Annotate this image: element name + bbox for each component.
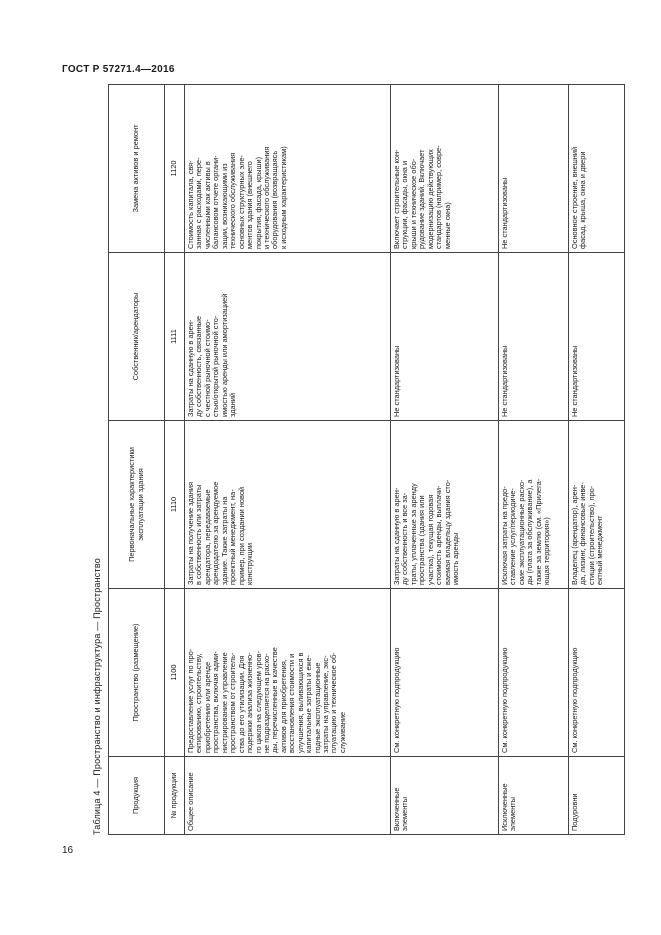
table-cell: Включает строительные кон- струкции, фасады, окна и крыши и техническое обо- рудование зданий. Включает модернизацию действующих стандартов (например, совре- менные окна) bbox=[391, 85, 499, 253]
row-label: Подуровни bbox=[569, 757, 625, 835]
table-cell: Не стандартизованы bbox=[569, 253, 625, 421]
rotated-table-block bbox=[86, 85, 605, 835]
table-cell: Не стандартизованы bbox=[499, 85, 569, 253]
col-header-replacement: Замена активов и ремонт bbox=[109, 85, 165, 253]
table-row bbox=[185, 85, 391, 835]
table-cell: Предоставление услуг по про- ектированию, строительству, приобретению или аренде пространства, включая адми- нистрирование и управление пространством от строитель- ства до его утилизации. Для подержки анализа жизненно- го цикла на следующем уров- не подразделяется на расхо- ды, перечисленные в качестве активов для приобретения, восстановления стоимости и улучшения, выливающихся в капитальные затраты и еже- годные эксплуатационные затраты на управление, экс- плуатацию и техническое об- служивание bbox=[185, 589, 391, 757]
table-row bbox=[569, 85, 625, 835]
table-cell: Затраты на получение здания в собственность или затраты арендатора, передаваемые арендодателю за арендуемое здание. Также затраты на проектный менеджмент, на- пример, при создании новой конструкции bbox=[185, 421, 391, 589]
table-cell: Не стандартизованы bbox=[499, 253, 569, 421]
table-row bbox=[499, 85, 569, 835]
table-cell: Владелец (арендатор), арен- да, лизинг, финансовые инве- стиции (строительство), про- ектный менеджмент bbox=[569, 421, 625, 589]
table-cell: Затраты на сданную в арен- ду собственность и все за- траты, уплаченные за аренду пространства (здания или участка), текущая годовая стоимость аренды, выплачи- ваемая владельцу здания сто- имость аренды bbox=[391, 421, 499, 589]
table-cell: См. конкретную подпродукцию bbox=[569, 589, 625, 757]
col-header-owner: Собственник/арендаторы bbox=[109, 253, 165, 421]
table-row bbox=[391, 85, 499, 835]
page-number: 16 bbox=[62, 845, 74, 856]
standard-header: ГОСТ Р 57271.4—2016 bbox=[62, 64, 175, 75]
col-code-space: 1100 bbox=[165, 589, 185, 757]
table-cell: Основное строение, внешний фасад, крыша, окна и двери bbox=[569, 85, 625, 253]
col-code-owner: 1111 bbox=[165, 253, 185, 421]
col-code-products: № продукции bbox=[165, 757, 185, 835]
col-header-products: Продукция bbox=[109, 757, 165, 835]
table-code-row bbox=[165, 85, 185, 835]
table-header-row bbox=[109, 85, 165, 835]
table-cell: Не стандартизованы bbox=[391, 253, 499, 421]
table-cell: Затраты на сданную в арен- ду собственность, связанные с честной рыночной стоимо- стью/открытой рыночной сто- имостью аренды или амортизацией зданий bbox=[185, 253, 391, 421]
table-cell: Исключая затраты на предо- ставление услуг/периодиче- ские эксплуатационные расхо- ды (плата за обслуживание), а также за землю (см. «Прилега- ющая территория») bbox=[499, 421, 569, 589]
table-cell: См. конкретную подпродукцию bbox=[391, 589, 499, 757]
row-label: Исключенные элементы bbox=[499, 757, 569, 835]
row-label: Общее описание bbox=[185, 757, 391, 835]
col-header-initial: Первоначальные характеристики эксплуатации здания bbox=[109, 421, 165, 589]
table-caption: Таблица 4 — Пространство и инфраструктура — Пространство bbox=[92, 558, 102, 835]
data-table bbox=[108, 84, 625, 835]
col-code-initial: 1110 bbox=[165, 421, 185, 589]
col-code-replacement: 1120 bbox=[165, 85, 185, 253]
table-cell: Стоимость капитала, свя- занная с расходами, пере- численными как активы в балансовом отчете органи- зации, возникающими из технического обслуживания основных структурных эле- ментов здания (внешнего покрытия, фасада, крыши) и технического обслуживания оборудования (возвращаясь к исходным характеристикам) bbox=[185, 85, 391, 253]
col-header-space: Пространство (размещение) bbox=[109, 589, 165, 757]
table-cell: См. конкретную подпродукцию bbox=[499, 589, 569, 757]
row-label: Включенные элементы bbox=[391, 757, 499, 835]
